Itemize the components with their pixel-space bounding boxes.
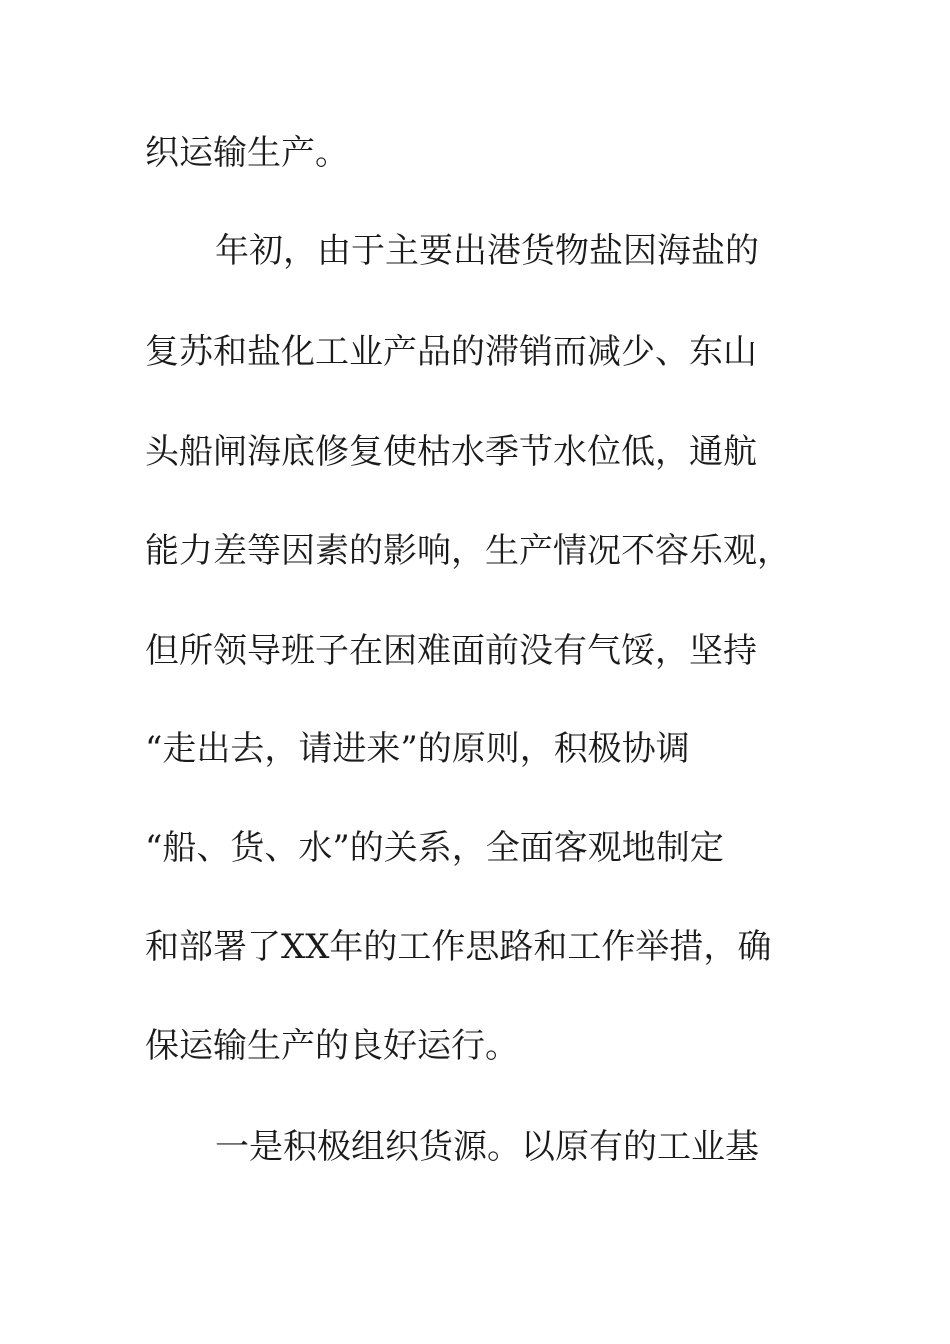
paragraph-start-line: 年初，由于主要出港货物盐因海盐的 bbox=[215, 231, 759, 271]
text-line: 但所领导班子在困难面前没有气馁，坚持 bbox=[145, 631, 757, 671]
text-line: 织运输生产。 bbox=[145, 133, 349, 173]
text-line: 和部署了XX年的工作思路和工作举措，确 bbox=[145, 927, 772, 967]
text-line: 保运输生产的良好运行。 bbox=[145, 1026, 519, 1066]
text-line: 复苏和盐化工业产品的滞销而减少、东山 bbox=[145, 332, 757, 372]
paragraph-start-line: 一是积极组织货源。以原有的工业基 bbox=[215, 1127, 759, 1167]
text-line: 头船闸海底修复使枯水季节水位低，通航 bbox=[145, 432, 757, 472]
text-line: “船、货、水”的关系，全面客观地制定 bbox=[145, 828, 724, 868]
text-line: “走出去，请进来”的原则，积极协调 bbox=[145, 729, 690, 769]
text-line: 能力差等因素的影响，生产情况不容乐观， bbox=[145, 531, 791, 571]
